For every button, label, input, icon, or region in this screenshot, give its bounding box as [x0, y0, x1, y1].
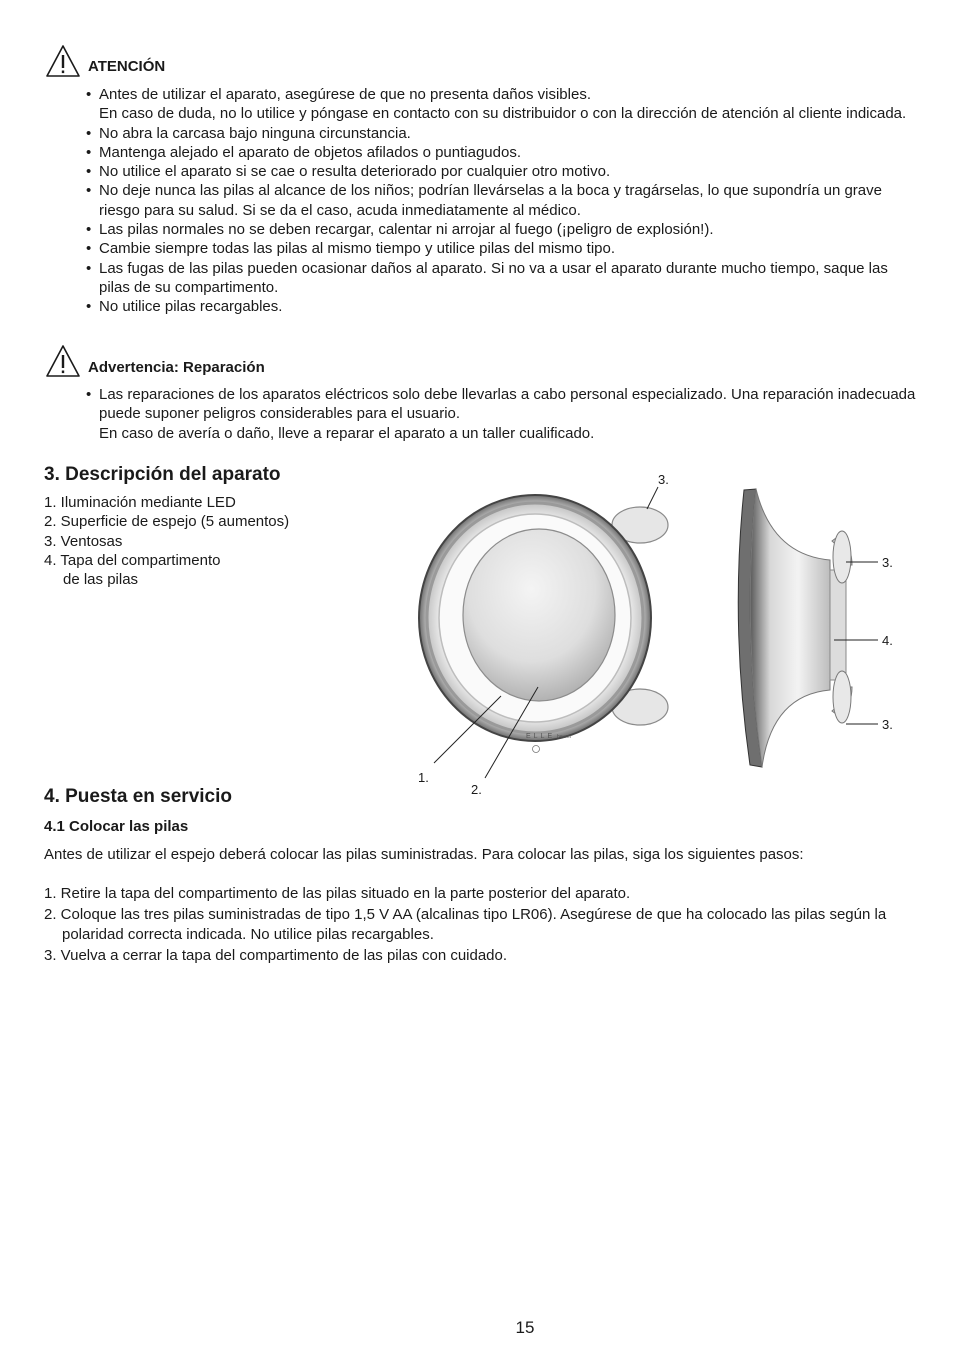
list-item: 1. Iluminación mediante LED [44, 494, 236, 511]
steps-list [44, 884, 924, 967]
list-item: • Cambie siempre todas las pilas al mismo tiempo y utilice pilas del mismo tipo. [86, 239, 916, 258]
list-item: 3. Ventosas [44, 532, 123, 550]
section-heading-puesta: 4. Puesta en servicio [44, 786, 232, 807]
subsection-heading-pilas: 4.1 Colocar las pilas [44, 818, 189, 835]
list-item: • Las fugas de las pilas pueden ocasionar daños al aparato. Si no va a usar el aparato durante mucho tiempo, saque las pilas de su compartimento. [86, 259, 916, 298]
list-item: • No utilice pilas recargables. [86, 297, 916, 316]
brand-logo: ELLE [526, 733, 556, 740]
list-item: • No abra la carcasa bajo ninguna circunstancia. [86, 124, 916, 143]
intro-paragraph: Antes de utilizar el espejo deberá colocar las pilas suministradas. Para colocar las pilas, siga los siguientes pasos: [44, 846, 804, 863]
list-item: 4. Tapa del compartimento [44, 551, 221, 569]
warning-triangle-icon [45, 344, 81, 378]
power-button-icon [533, 746, 540, 753]
list-item: • Antes de utilizar el aparato, asegúrese de que no presenta daños visibles. En caso de duda, no lo utilice y póngase en contacto con su distribuidor o con la dirección de atención al cliente indicada. [86, 85, 916, 124]
callout-label: 3. [658, 472, 669, 487]
list-item: 3. Vuelva a cerrar la tapa del compartimento de las pilas con cuidado. [44, 946, 508, 964]
list-item: • Las reparaciones de los aparatos eléctricos solo debe llevarlas a cabo personal especializado. Una reparación inadecuada puede suponer peligros considerables para el usuario. En caso de avería o daño, lleve a reparar el aparato a un taller cualificado. [86, 385, 916, 443]
callout-label: 1. [418, 770, 429, 785]
warning-title-reparacion: Advertencia: Reparación [88, 359, 265, 376]
callout-label: 4. [882, 633, 893, 648]
brand-logo-small: beurer [557, 734, 572, 740]
list-item: • No utilice el aparato si se cae o resulta deteriorado por cualquier otro motivo. [86, 162, 916, 181]
list-item: 2. Superficie de espejo (5 aumentos) [44, 513, 290, 531]
page-number: 15 [515, 1318, 535, 1337]
list-item: de las pilas [63, 571, 139, 589]
callout-label: 3. [882, 717, 893, 732]
warning-title-atencion: ATENCIÓN [88, 58, 166, 75]
warning-triangle-icon [45, 44, 81, 78]
mirror-illustration [400, 465, 920, 805]
list-item: • No deje nunca las pilas al alcance de los niños; podrían llevárselas a la boca y tragárselas, lo que supondría un grave riesgo para su salud. Si se da el caso, acuda inmediatamente al médico. [86, 181, 916, 220]
warning-list-reparacion [86, 385, 916, 443]
warning-list-atencion [86, 85, 916, 317]
list-item: 2. Coloque las tres pilas suministradas de tipo 1,5 V AA (alcalinas tipo LR06). Asegúrese de que ha colocado las pilas según la polaridad correcta indicada. No utilice pilas recargables. [44, 906, 887, 943]
parts-list [44, 493, 364, 589]
callout-label: 2. [471, 782, 482, 797]
list-item: • Las pilas normales no se deben recargar, calentar ni arrojar al fuego (¡peligro de explosión!). [86, 220, 916, 239]
mirror-drawing [400, 465, 920, 805]
list-item: 1. Retire la tapa del compartimento de las pilas situado en la parte posterior del aparato. [44, 885, 631, 902]
list-item: • Mantenga alejado el aparato de objetos afilados o puntiagudos. [86, 143, 916, 162]
section-heading-descripcion: 3. Descripción del aparato [44, 464, 281, 485]
callout-label: 3. [882, 555, 893, 570]
